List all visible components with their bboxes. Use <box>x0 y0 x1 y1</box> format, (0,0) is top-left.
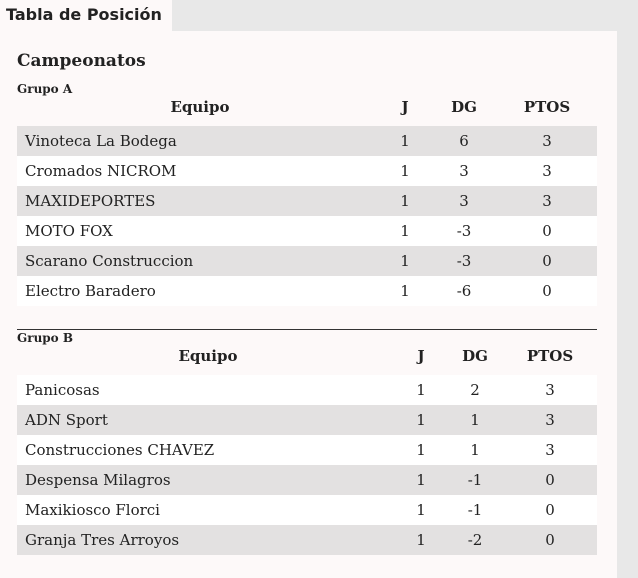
points-cell: 3 <box>542 132 552 150</box>
team-name: Vinoteca La Bodega <box>25 132 177 150</box>
table-row <box>17 276 597 306</box>
points-cell: 0 <box>542 222 552 240</box>
table-row <box>17 405 597 435</box>
goal-diff-cell: 1 <box>470 441 480 459</box>
played-cell: 1 <box>400 252 410 270</box>
played-cell: 1 <box>400 282 410 300</box>
table-row <box>17 375 597 405</box>
played-cell: 1 <box>416 441 426 459</box>
table-row <box>17 495 597 525</box>
played-cell: 1 <box>416 531 426 549</box>
played-cell: 1 <box>400 162 410 180</box>
group-a-header-team: Equipo <box>170 98 230 116</box>
points-cell: 3 <box>545 411 555 429</box>
table-row <box>17 525 597 555</box>
group-b-label: Grupo B <box>17 331 74 345</box>
page-title: Campeonatos <box>17 51 146 71</box>
goal-diff-cell: 3 <box>459 192 469 210</box>
group-a-header-j: J <box>401 98 409 116</box>
points-cell: 0 <box>545 501 555 519</box>
goal-diff-cell: 3 <box>459 162 469 180</box>
group-a-header-dg: DG <box>451 98 477 116</box>
team-name: Electro Baradero <box>25 282 156 300</box>
team-name: Despensa Milagros <box>25 471 171 489</box>
goal-diff-cell: -3 <box>456 222 472 240</box>
team-name: Panicosas <box>25 381 100 399</box>
group-b-header-team: Equipo <box>178 347 238 365</box>
team-name: Scarano Construccion <box>25 252 194 270</box>
table-row <box>17 186 597 216</box>
group-b-header-j: J <box>417 347 425 365</box>
group-b-header-dg: DG <box>462 347 488 365</box>
group-a-header-ptos: PTOS <box>523 98 571 116</box>
team-name: MOTO FOX <box>25 222 113 240</box>
tab-tabla-de-posicion[interactable]: Tabla de Posición <box>0 0 172 31</box>
table-row <box>17 216 597 246</box>
goal-diff-cell: -6 <box>456 282 472 300</box>
points-cell: 3 <box>545 441 555 459</box>
points-cell: 0 <box>542 252 552 270</box>
played-cell: 1 <box>416 381 426 399</box>
goal-diff-cell: -2 <box>467 531 483 549</box>
table-row <box>17 246 597 276</box>
table-row <box>17 465 597 495</box>
played-cell: 1 <box>400 132 410 150</box>
goal-diff-cell: 1 <box>470 411 480 429</box>
points-cell: 3 <box>542 192 552 210</box>
points-cell: 0 <box>545 531 555 549</box>
table-row <box>17 126 597 156</box>
group-a-label: Grupo A <box>17 82 73 96</box>
points-cell: 0 <box>545 471 555 489</box>
goal-diff-cell: -1 <box>467 471 483 489</box>
team-name: Cromados NICROM <box>25 162 177 180</box>
group-divider <box>17 329 597 330</box>
played-cell: 1 <box>416 501 426 519</box>
played-cell: 1 <box>400 192 410 210</box>
group-b-header-ptos: PTOS <box>526 347 574 365</box>
table-row <box>17 156 597 186</box>
played-cell: 1 <box>400 222 410 240</box>
goal-diff-cell: 2 <box>470 381 480 399</box>
points-cell: 3 <box>545 381 555 399</box>
team-name: Granja Tres Arroyos <box>25 531 180 549</box>
team-name: MAXIDEPORTES <box>25 192 156 210</box>
goal-diff-cell: -1 <box>467 501 483 519</box>
goal-diff-cell: -3 <box>456 252 472 270</box>
points-cell: 3 <box>542 162 552 180</box>
team-name: ADN Sport <box>25 411 108 429</box>
team-name: Maxikiosco Florci <box>25 501 160 519</box>
table-row <box>17 435 597 465</box>
played-cell: 1 <box>416 411 426 429</box>
played-cell: 1 <box>416 471 426 489</box>
team-name: Construcciones CHAVEZ <box>25 441 215 459</box>
goal-diff-cell: 6 <box>459 132 469 150</box>
points-cell: 0 <box>542 282 552 300</box>
